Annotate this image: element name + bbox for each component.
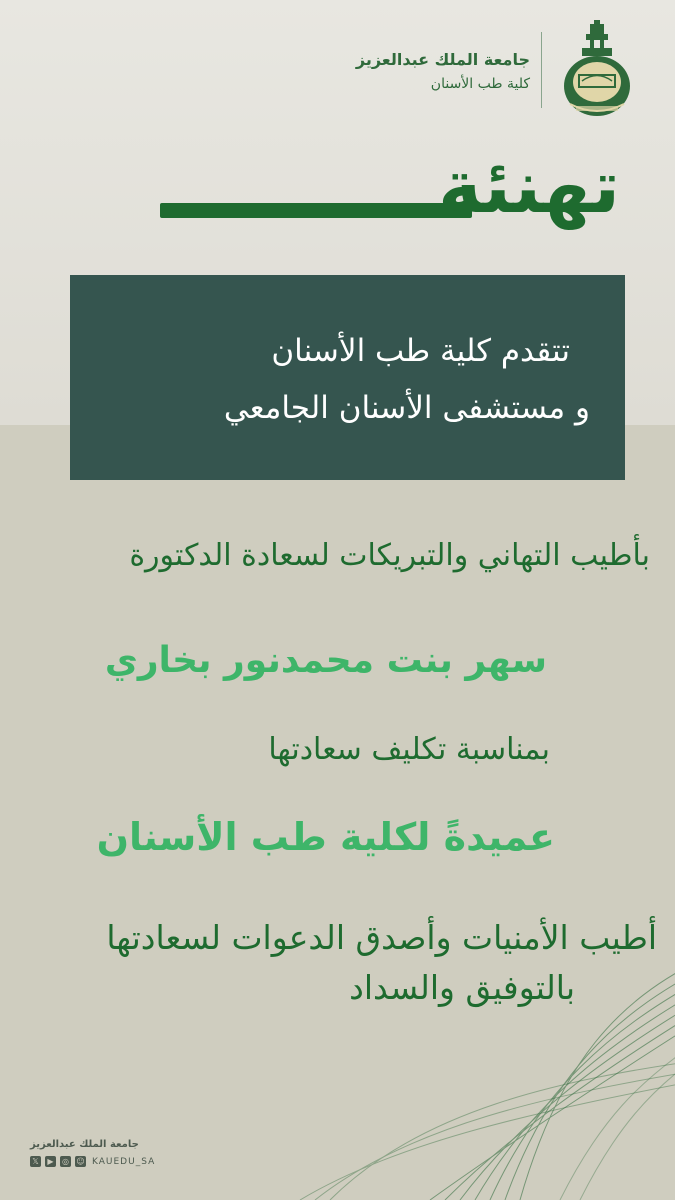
university-name: جامعة الملك عبدالعزيز xyxy=(355,50,530,69)
instagram-icon[interactable]: ◎ xyxy=(60,1156,71,1167)
logo-divider xyxy=(541,32,542,108)
page-title: تهنئة xyxy=(438,144,620,230)
congrats-text: بأطيب التهاني والتبريكات لسعادة الدكتورة xyxy=(129,538,650,573)
footer-handle[interactable]: KAUEDU_SA xyxy=(92,1156,156,1167)
footer-university-name: جامعة الملك عبدالعزيز xyxy=(30,1139,139,1150)
announcement-box xyxy=(70,275,625,480)
wishes-line-1: أطيب الأمنيات وأصدق الدعوات لسعادتها xyxy=(106,918,657,957)
snapchat-icon[interactable]: ☺ xyxy=(76,1157,85,1166)
youtube-icon[interactable]: ▶ xyxy=(45,1156,56,1167)
university-logo xyxy=(552,20,642,120)
footer-social xyxy=(30,1156,155,1167)
college-name: كلية طب الأسنان xyxy=(430,76,530,92)
box-line-1: تتقدم كلية طب الأسنان xyxy=(271,333,570,369)
occasion-text: بمناسبة تكليف سعادتها xyxy=(268,732,550,767)
doctor-name: سهر بنت محمدنور بخاري xyxy=(104,640,547,681)
box-line-2: و مستشفى الأسنان الجامعي xyxy=(223,390,590,426)
wishes-line-2: بالتوفيق والسداد xyxy=(349,968,575,1007)
position-text: عميدةً لكلية طب الأسنان xyxy=(96,815,555,859)
x-icon[interactable]: 𝕏 xyxy=(30,1156,41,1167)
